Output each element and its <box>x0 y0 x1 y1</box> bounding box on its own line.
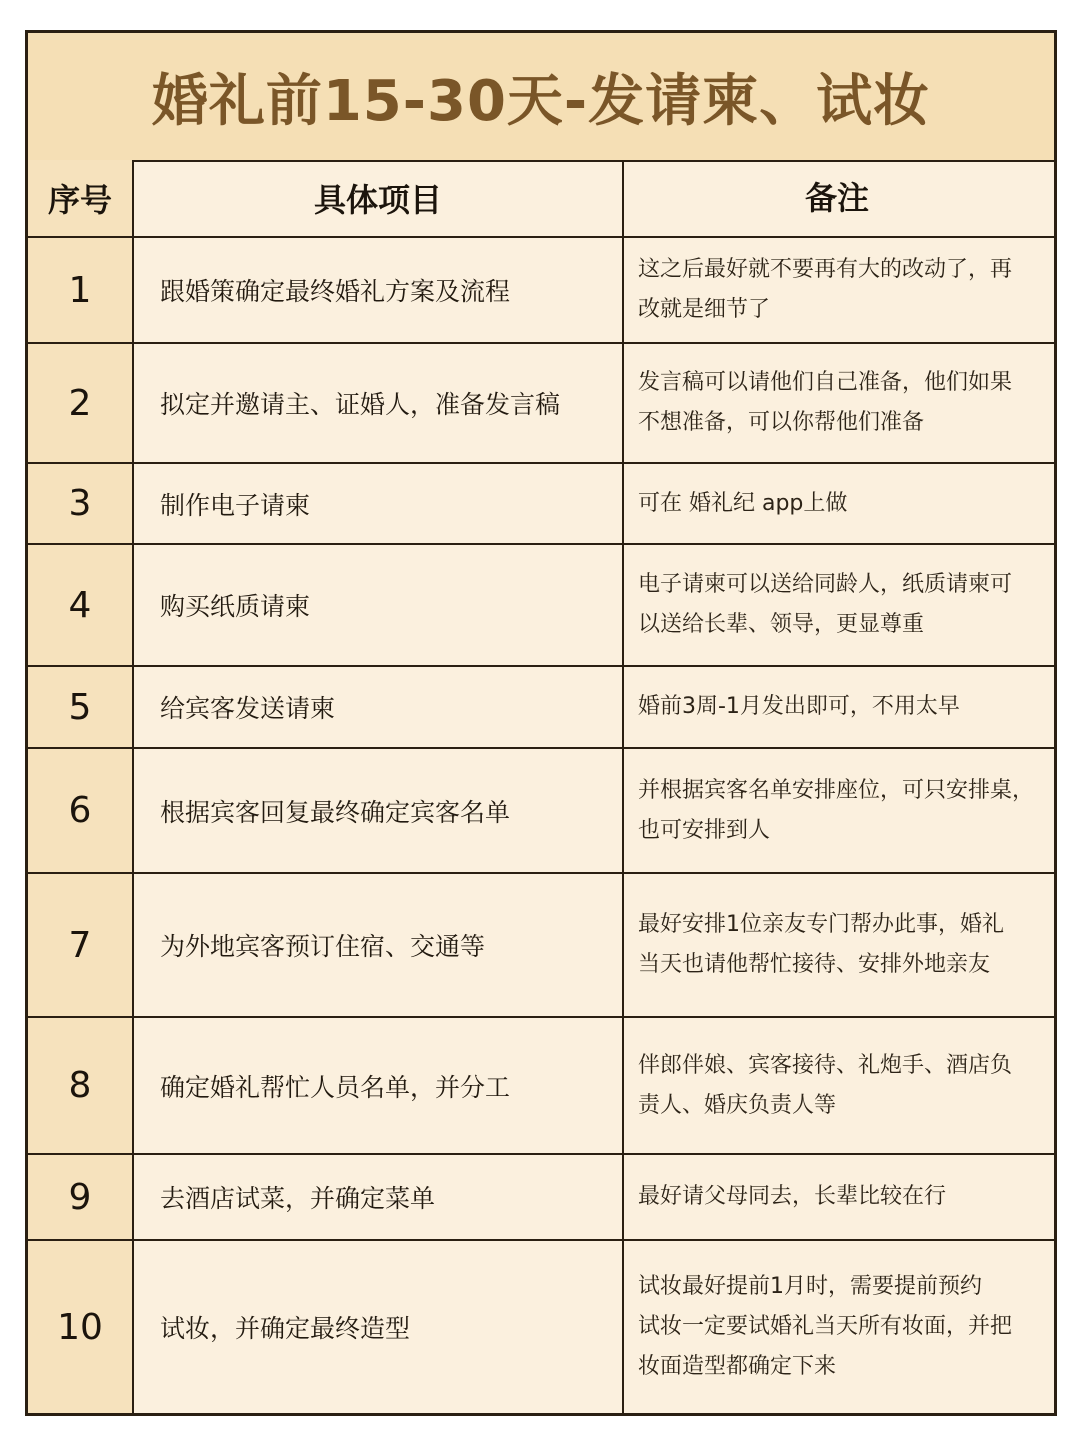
row-num: 10 <box>28 1241 134 1413</box>
table-row <box>28 1241 1054 1413</box>
row-note: 婚前3周-1月发出即可，不用太早 <box>638 694 960 719</box>
table-row <box>28 1155 1054 1241</box>
table-row <box>28 238 1054 344</box>
row-num: 5 <box>28 667 134 747</box>
row-note: 发言稿可以请他们自己准备，他们如果 不想准备，可以你帮他们准备 <box>638 370 1013 435</box>
row-num: 8 <box>28 1018 134 1153</box>
header-item: 具体项目 <box>134 160 624 236</box>
row-num: 1 <box>28 238 134 342</box>
row-item: 为外地宾客预订住宿、交通等 <box>134 874 624 1016</box>
row-note: 可在 婚礼纪 app上做 <box>638 490 848 516</box>
table-row <box>28 344 1054 464</box>
row-num: 7 <box>28 874 134 1016</box>
row-note: 并根据宾客名单安排座位，可只安排桌， 也可安排到人 <box>638 777 1035 843</box>
table-row <box>28 874 1054 1018</box>
header-note: 备注 <box>804 179 869 217</box>
row-item: 确定婚礼帮忙人员名单，并分工 <box>134 1018 624 1153</box>
table-row <box>28 545 1054 667</box>
row-item: 给宾客发送请柬 <box>134 667 624 747</box>
row-note: 电子请柬可以送给同龄人，纸质请柬可 以送给长辈、领导，更显尊重 <box>638 572 1013 637</box>
table-row <box>28 464 1054 545</box>
row-num: 4 <box>28 545 134 665</box>
row-note: 试妆最好提前1月时，需要提前预约 试妆一定要试婚礼当天所有妆面，并把 妆面造型都确定下来 <box>638 1274 1013 1379</box>
row-num: 3 <box>28 464 134 543</box>
table-row <box>28 667 1054 749</box>
row-item: 拟定并邀请主、证婚人，准备发言稿 <box>134 344 624 462</box>
row-num: 6 <box>28 749 134 872</box>
checklist-table <box>25 30 1057 1416</box>
row-note: 最好请父母同去，长辈比较在行 <box>638 1184 947 1209</box>
header-row <box>28 160 1054 238</box>
table-row <box>28 749 1054 874</box>
row-item: 跟婚策确定最终婚礼方案及流程 <box>134 238 624 342</box>
row-note: 伴郎伴娘、宾客接待、礼炮手、酒店负 责人、婚庆负责人等 <box>638 1052 1013 1118</box>
header-num: 序号 <box>28 160 134 236</box>
row-note: 这之后最好就不要再有大的改动了，再 改就是细节了 <box>638 257 1013 322</box>
row-item: 制作电子请柬 <box>134 464 624 543</box>
title-bar <box>28 33 1054 162</box>
row-item: 去酒店试菜，并确定菜单 <box>134 1155 624 1239</box>
row-num: 2 <box>28 344 134 462</box>
row-num: 9 <box>28 1155 134 1239</box>
row-item: 试妆，并确定最终造型 <box>134 1241 624 1413</box>
table-row <box>28 1018 1054 1155</box>
table-title: 婚礼前15-30天-发请柬、试妆 <box>151 68 931 134</box>
row-item: 购买纸质请柬 <box>134 545 624 665</box>
row-note: 最好安排1位亲友专门帮办此事，婚礼 当天也请他帮忙接待、安排外地亲友 <box>638 912 1004 977</box>
row-item: 根据宾客回复最终确定宾客名单 <box>134 749 624 872</box>
